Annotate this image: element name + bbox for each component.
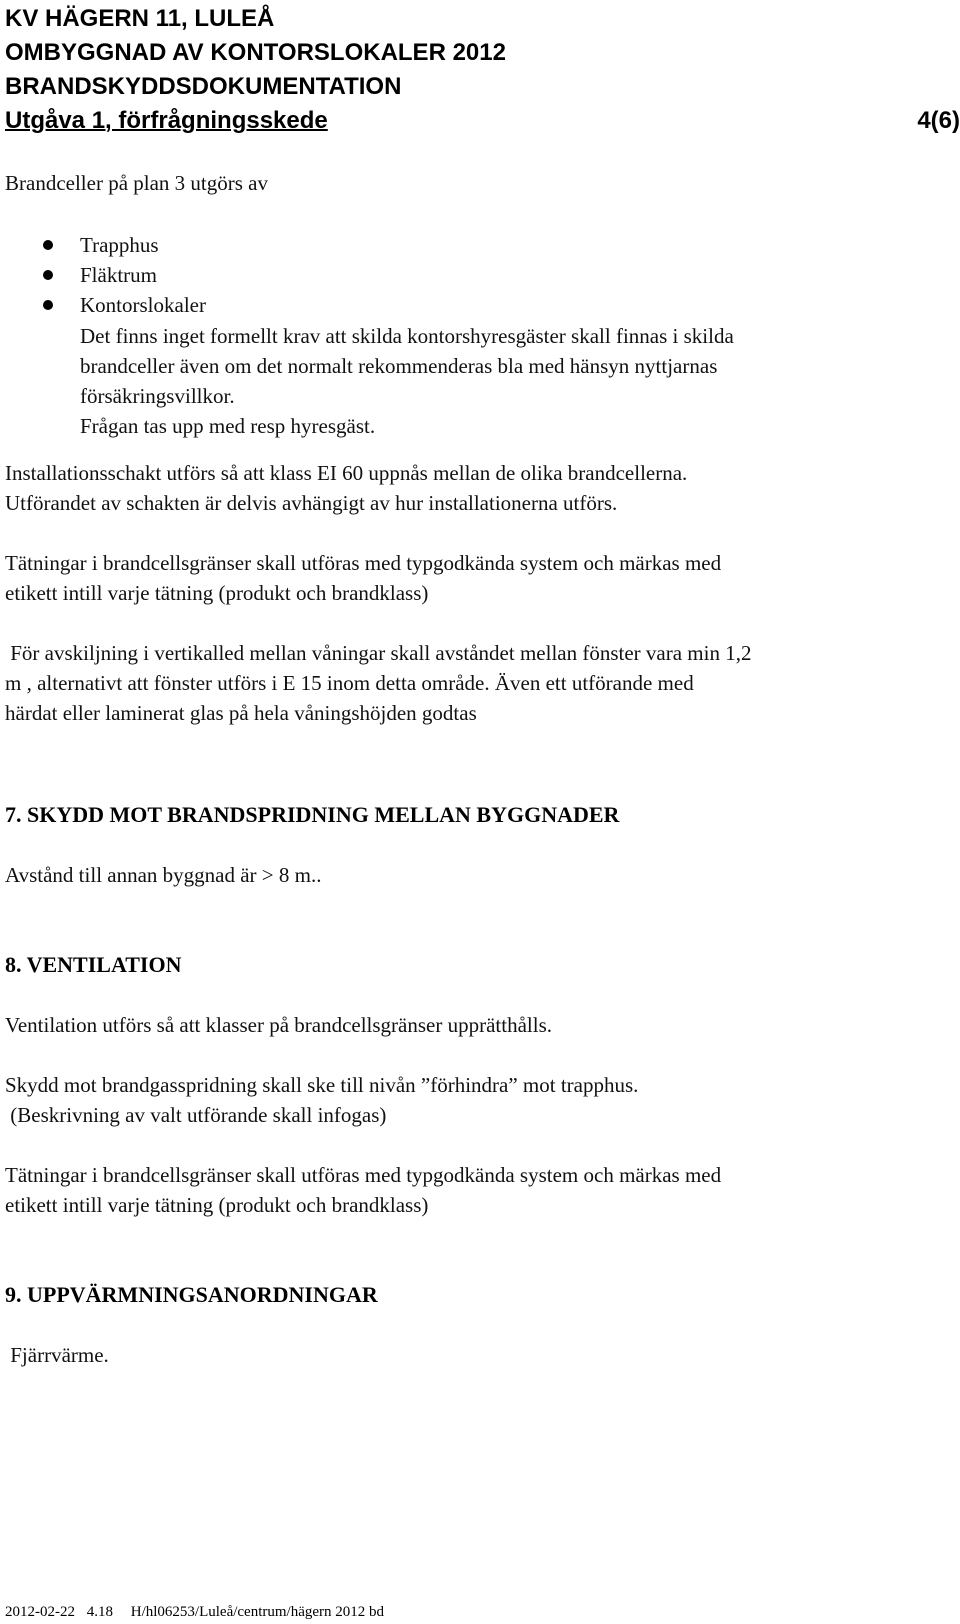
vertical-paragraph-line: För avskiljning i vertikalled mellan våningar skall avståndet mellan fönster vara min 1,2 [5,641,752,665]
section-7-text: Avstånd till annan byggnad är > 8 m.. [5,863,322,887]
doc-title-type: BRANDSKYDDSDOKUMENTATION [5,73,402,100]
intro-text: Brandceller på plan 3 utgörs av [5,171,268,195]
page-number: 4(6) [917,107,960,134]
page-footer [5,1603,384,1621]
doc-title-project: OMBYGGNAD AV KONTORSLOKALER 2012 [5,39,506,66]
footer-file-path: H/hl06253/Luleå/centrum/hägern 2012 bd [130,1604,385,1620]
list-item: Trapphus [0,230,206,260]
list-item: Kontorslokaler [0,290,206,320]
vertical-paragraph-line: härdat eller laminerat glas på hela våningshöjden godtas [5,701,477,725]
shaft-paragraph-line: Installationsschakt utförs så att klass EI 60 uppnås mellan de olika brandcellerna. [5,461,688,485]
section-8-heading: 8. VENTILATION [5,952,182,977]
sealing-paragraph-line: Tätningar i brandcellsgränser skall utföras med typgodkända system och märkas med [5,1163,722,1187]
sealing-paragraph-line: Tätningar i brandcellsgränser skall utföras med typgodkända system och märkas med [5,551,722,575]
office-note: Det finns inget formellt krav att skilda kontorshyresgäster skall finnas i skilda brandceller även om det normalt rekommenderas bla med hänsyn nyttjarnas försäkringsvillkor. Frågan tas upp med resp hyresgäst. [80,324,734,438]
section-7-heading: 7. SKYDD MOT BRANDSPRIDNING MELLAN BYGGNADER [5,802,620,827]
doc-edition-line [5,104,960,138]
fire-cell-list [0,230,206,320]
list-item: Fläktrum [0,260,206,290]
edition-label: Utgåva 1, förfrågningsskede [5,107,328,134]
shaft-paragraph-line: Utförandet av schakten är delvis avhängigt av hur installationerna utförs. [5,491,618,515]
doc-title-property: KV HÄGERN 11, LULEÅ [5,5,275,32]
bullet-icon [43,240,53,250]
bullet-icon [43,270,53,280]
section-9-heading: 9. UPPVÄRMNINGSANORDNINGAR [5,1282,378,1307]
bullet-icon [43,300,53,310]
footer-date: 2012-02-22 [5,1604,75,1620]
footer-time: 4.18 [86,1604,113,1620]
section-8-note: (Beskrivning av valt utförande skall infogas) [5,1103,387,1127]
vertical-paragraph-line: m , alternativt att fönster utförs i E 15 inom detta område. Även ett utförande med [5,671,694,695]
sealing-paragraph-line: etikett intill varje tätning (produkt och brandklass) [5,581,429,605]
section-8-text: Ventilation utförs så att klasser på brandcellsgränser upprätthålls. [5,1013,553,1037]
sealing-paragraph-line: etikett intill varje tätning (produkt och brandklass) [5,1193,429,1217]
section-9-text: Fjärrvärme. [5,1343,109,1367]
section-8-smoke-text: Skydd mot brandgasspridning skall ske till nivån ”förhindra” mot trapphus. [5,1073,639,1097]
